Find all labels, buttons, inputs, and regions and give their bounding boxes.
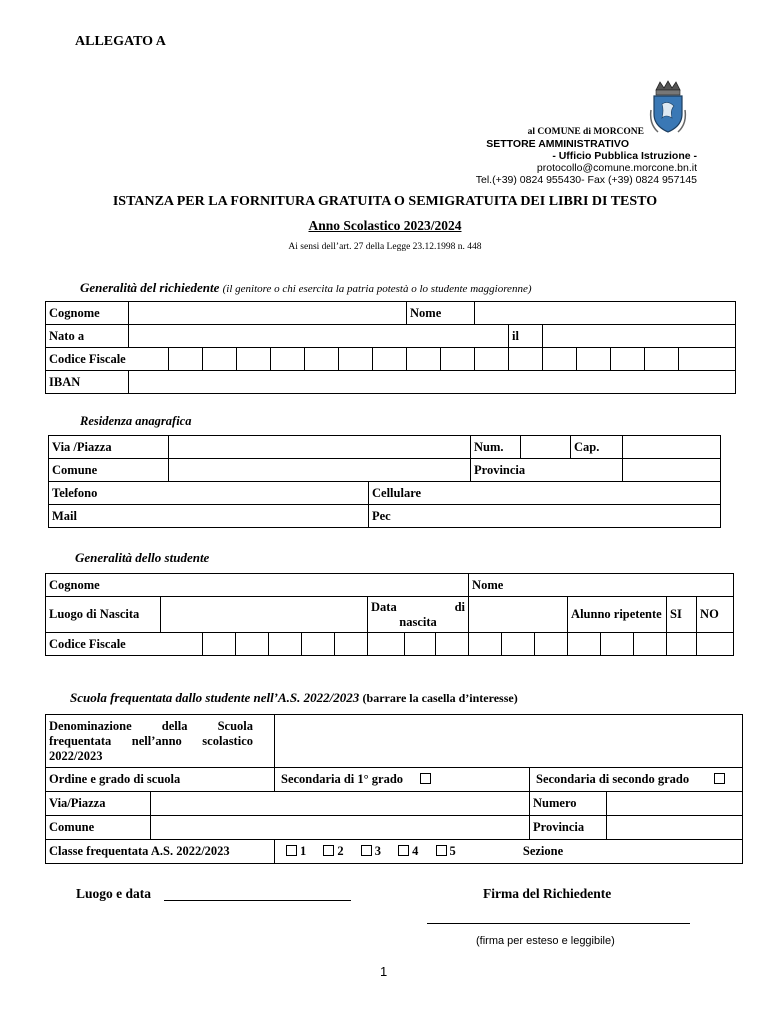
- tax-code-cell[interactable]: [169, 348, 203, 371]
- birthdate-word-3: nascita: [399, 614, 437, 629]
- second-grade-option[interactable]: [530, 768, 743, 792]
- repeating-student-label: Alunno ripetente: [568, 597, 667, 633]
- tax-code-cell[interactable]: [236, 633, 269, 656]
- tax-code-cell[interactable]: [302, 633, 335, 656]
- tax-code-cell[interactable]: [339, 348, 373, 371]
- tax-code-cell[interactable]: [543, 348, 577, 371]
- signature-line[interactable]: [427, 923, 690, 924]
- class-attended-label: Classe frequentata A.S. 2022/2023: [46, 840, 275, 864]
- school-street-label: Via/Piazza: [46, 792, 151, 816]
- applicant-heading: [80, 280, 532, 296]
- tax-code-cell[interactable]: [405, 633, 436, 656]
- applicant-heading-title: Generalità del richiedente: [80, 280, 220, 295]
- tax-code-cell[interactable]: [305, 348, 339, 371]
- school-year: Anno Scolastico 2023/2024: [308, 218, 462, 233]
- first-grade-label: Secondaria di 1° grado: [281, 772, 404, 786]
- applicant-birthplace-field[interactable]: [129, 325, 509, 348]
- student-birthplace-field[interactable]: [161, 597, 368, 633]
- birthdate-word-2: di: [454, 599, 466, 614]
- legal-reference: Ai sensi dell’art. 27 della Legge 23.12.1998 n. 448: [288, 242, 482, 252]
- municipal-coat-of-arms-icon: [648, 80, 688, 136]
- tax-code-cell[interactable]: [436, 633, 469, 656]
- first-grade-checkbox[interactable]: [420, 773, 431, 784]
- repeating-no-option[interactable]: NO: [697, 597, 734, 633]
- repeating-yes-option[interactable]: SI: [667, 597, 697, 633]
- tax-code-cell[interactable]: [475, 348, 509, 371]
- student-table: [45, 573, 734, 656]
- signature-label: Firma del Richiedente: [483, 886, 612, 901]
- attachment-label: ALLEGATO A: [75, 34, 166, 49]
- applicant-heading-note: (il genitore o chi esercita la patria potestà o lo studente maggiorenne): [222, 283, 532, 295]
- tax-code-cell[interactable]: [645, 348, 679, 371]
- school-name-field[interactable]: [275, 715, 743, 768]
- tax-code-cell[interactable]: [269, 633, 302, 656]
- school-heading: [70, 690, 518, 706]
- class-checkbox[interactable]: [323, 845, 334, 856]
- residence-mail-label: Mail: [49, 505, 369, 528]
- tax-code-cell[interactable]: [697, 633, 734, 656]
- tax-code-cell[interactable]: [469, 633, 502, 656]
- document-title: ISTANZA PER LA FORNITURA GRATUITA O SEMIGRATUITA DEI LIBRI DI TESTO: [112, 194, 658, 209]
- applicant-birthdate-field[interactable]: [543, 325, 736, 348]
- school-city-label: Comune: [46, 816, 151, 840]
- signature-note: (firma per esteso e leggibile): [476, 935, 615, 947]
- tax-code-cell[interactable]: [577, 348, 611, 371]
- student-heading: Generalità dello studente: [75, 550, 210, 565]
- residence-table: [48, 435, 721, 528]
- applicant-name-field[interactable]: [475, 302, 736, 325]
- residence-mobile-label[interactable]: Cellulare: [369, 482, 721, 505]
- school-name-label: Denominazione della Scuola frequentata nell’anno scolastico 2022/2023: [46, 715, 275, 768]
- tax-code-cell[interactable]: [237, 348, 271, 371]
- student-surname-label: Cognome: [46, 574, 469, 597]
- school-province-label: Provincia: [530, 816, 607, 840]
- class-option-3[interactable]: 3: [361, 844, 381, 858]
- second-grade-label: Secondaria di secondo grado: [536, 772, 690, 786]
- tax-code-cell[interactable]: [502, 633, 535, 656]
- residence-phone-label: Telefono: [49, 482, 369, 505]
- school-number-label: Numero: [530, 792, 607, 816]
- class-checkbox[interactable]: [361, 845, 372, 856]
- contacts-line: Tel.(+39) 0824 955430- Fax (+39) 0824 957145: [475, 174, 697, 186]
- tax-code-cell[interactable]: [373, 348, 407, 371]
- place-date-line[interactable]: [164, 900, 351, 901]
- residence-city-field[interactable]: [169, 459, 471, 482]
- residence-city-label: Comune: [49, 459, 169, 482]
- applicant-surname-field[interactable]: [129, 302, 407, 325]
- residence-street-field[interactable]: [169, 436, 471, 459]
- class-option-5[interactable]: 5: [436, 844, 456, 858]
- class-options: [275, 840, 743, 864]
- residence-zip-label: Cap.: [571, 436, 623, 459]
- tax-code-cell[interactable]: [368, 633, 405, 656]
- tax-code-cell[interactable]: [441, 348, 475, 371]
- applicant-birthplace-label: Nato a: [46, 325, 129, 348]
- tax-code-cell[interactable]: [203, 633, 236, 656]
- tax-code-cell[interactable]: [335, 633, 368, 656]
- applicant-name-label: Nome: [407, 302, 475, 325]
- class-checkbox[interactable]: [398, 845, 409, 856]
- residence-number-label: Num.: [471, 436, 521, 459]
- tax-code-cell[interactable]: [509, 348, 543, 371]
- recipient-line: al COMUNE di MORCONE: [527, 127, 644, 137]
- residence-province-label: Provincia: [471, 459, 623, 482]
- student-birthdate-label: [368, 597, 469, 633]
- school-table: [45, 714, 743, 864]
- applicant-iban-label: IBAN: [46, 371, 129, 394]
- school-province-field[interactable]: [607, 816, 743, 840]
- tax-code-cell[interactable]: [679, 348, 736, 371]
- school-number-field[interactable]: [607, 792, 743, 816]
- tax-code-cell[interactable]: [535, 633, 568, 656]
- residence-heading: Residenza anagrafica: [80, 414, 192, 428]
- class-checkbox[interactable]: [286, 845, 297, 856]
- tax-code-cell[interactable]: [568, 633, 601, 656]
- residence-pec-label[interactable]: Pec: [369, 505, 721, 528]
- applicant-birthdate-label: il: [509, 325, 543, 348]
- section-label: Sezione: [522, 844, 564, 858]
- student-tax-code-label: Codice Fiscale: [46, 633, 203, 656]
- tax-code-cell[interactable]: [271, 348, 305, 371]
- second-grade-checkbox[interactable]: [714, 773, 725, 784]
- student-birthplace-label: Luogo di Nascita: [46, 597, 161, 633]
- page-number: 1: [380, 964, 388, 979]
- school-level-label: Ordine e grado di scuola: [46, 768, 275, 792]
- office-line: - Ufficio Pubblica Istruzione -: [552, 150, 697, 162]
- applicant-tax-code-label: Codice Fiscale: [46, 348, 169, 371]
- student-name-label[interactable]: Nome: [469, 574, 734, 597]
- school-street-field[interactable]: [151, 792, 530, 816]
- applicant-table: [45, 301, 736, 394]
- place-date-label: Luogo e data: [76, 886, 152, 901]
- student-birthdate-field[interactable]: [469, 597, 568, 633]
- school-city-field[interactable]: [151, 816, 530, 840]
- school-heading-title: Scuola frequentata dallo studente nell’A.S. 2022/2023: [70, 690, 360, 705]
- first-grade-option[interactable]: [275, 768, 530, 792]
- sector-line: SETTORE AMMINISTRATIVO: [486, 138, 629, 150]
- applicant-surname-label: Cognome: [46, 302, 129, 325]
- tax-code-cell[interactable]: [407, 348, 441, 371]
- residence-street-label: Via /Piazza: [49, 436, 169, 459]
- tax-code-cell[interactable]: [203, 348, 237, 371]
- birthdate-word-1: Data: [371, 599, 397, 614]
- applicant-iban-field[interactable]: [129, 371, 736, 394]
- residence-province-field[interactable]: [623, 459, 721, 482]
- class-option-1[interactable]: 1: [286, 844, 306, 858]
- class-checkbox[interactable]: [436, 845, 447, 856]
- tax-code-cell[interactable]: [634, 633, 667, 656]
- class-option-4[interactable]: 4: [398, 844, 418, 858]
- residence-number-field[interactable]: [521, 436, 571, 459]
- school-heading-note: (barrare la casella d’interesse): [362, 691, 518, 705]
- tax-code-cell[interactable]: [667, 633, 697, 656]
- residence-zip-field[interactable]: [623, 436, 721, 459]
- tax-code-cell[interactable]: [611, 348, 645, 371]
- email-line: protocollo@comune.morcone.bn.it: [536, 162, 697, 174]
- tax-code-cell[interactable]: [601, 633, 634, 656]
- class-option-2[interactable]: 2: [323, 844, 343, 858]
